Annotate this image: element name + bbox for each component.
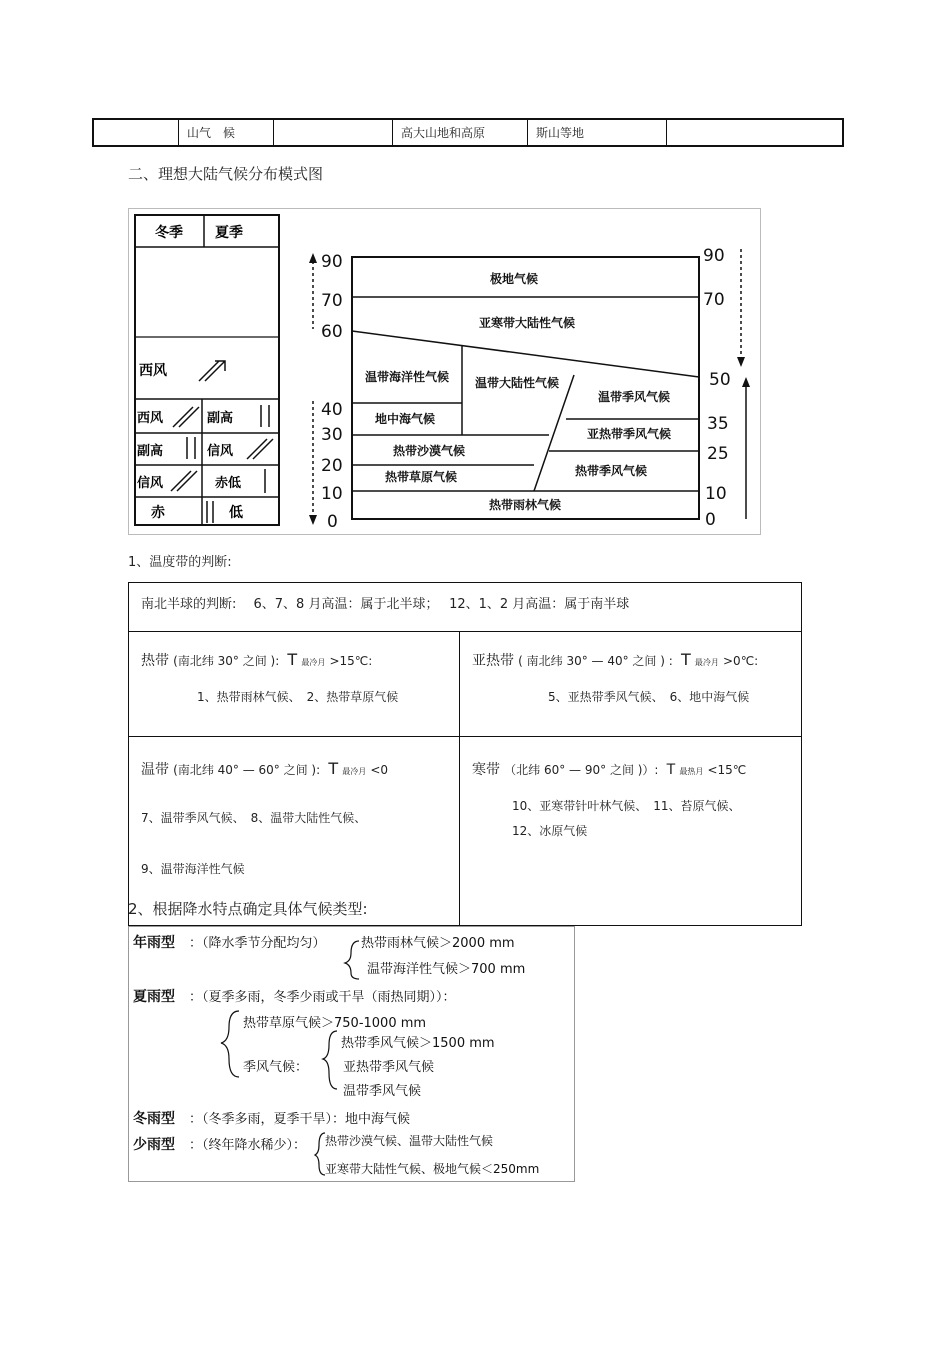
- arrow-up-icon: [742, 377, 750, 387]
- rain-type-desc: ：（冬季多雨，夏季干旱）：地中海气候: [189, 1112, 411, 1127]
- arrow-icon: [173, 407, 199, 427]
- temp-symbol: T: [666, 762, 676, 778]
- arrow-down-icon: [737, 357, 745, 367]
- brace-icon: [221, 1011, 239, 1077]
- monsoon-label: 季风气候：: [243, 1060, 309, 1075]
- climate-item: 温带季风气候: [343, 1084, 422, 1099]
- climate-item: 热带季风气候＞1500 mm: [341, 1036, 495, 1051]
- lat-label: 0: [327, 512, 338, 532]
- rainfall-figure: [128, 926, 575, 1182]
- climate-item: 热带雨林气候＞2000 mm: [361, 936, 515, 951]
- table-row: [129, 583, 802, 632]
- wind-label: 信风: [207, 444, 234, 459]
- wind-label: 副高: [207, 411, 234, 426]
- rain-type-desc: ：（夏季多雨，冬季少雨或干旱（雨热同期））：: [189, 990, 456, 1005]
- season-summer: 夏季: [215, 225, 243, 241]
- zone-head: 温带: [141, 762, 169, 778]
- lat-label: 70: [321, 291, 343, 311]
- table-row: [129, 632, 802, 737]
- q2-title: 2、根据降水特点确定具体气候类型:: [128, 900, 368, 918]
- climate-item: 亚寒带大陆性气候、极地气候＜250mm: [325, 1162, 540, 1176]
- table-cell: 山气 候: [179, 119, 274, 146]
- zone-label: 极地气候: [489, 272, 539, 286]
- lat-label: 90: [321, 252, 343, 272]
- rain-type-label: 冬雨型: [133, 1111, 175, 1127]
- zone-head: 热带: [141, 653, 169, 669]
- temp-subscript: 最冷月: [342, 767, 367, 776]
- temp-symbol: T: [680, 650, 691, 669]
- wind-label: 西风: [137, 411, 164, 426]
- subtropical-cell: [460, 632, 802, 737]
- zone-range: ( 南北纬 30° — 40° 之间 ) :: [518, 654, 673, 668]
- table-cell: 高大山地和高原: [393, 119, 528, 146]
- zone-label: 温带季风气候: [597, 390, 671, 404]
- temp-subscript: 最热月: [679, 767, 704, 776]
- arrow-down-icon: [309, 515, 317, 525]
- arrow-icon: [261, 405, 269, 427]
- climate-types: 10、亚寒带针叶林气候、 11、苔原气候、: [512, 799, 741, 813]
- zone-label: 热带季风气候: [574, 464, 648, 478]
- temp-subscript: 最冷月: [301, 658, 326, 667]
- temp-subscript: 最冷月: [694, 658, 719, 667]
- lat-label: 10: [705, 484, 727, 504]
- lat-label: 25: [707, 444, 729, 464]
- hemisphere-rule: 南北半球的判断: 6、7、8 月高温：属于北半球； 12、1、2 月高温：属于南半球: [141, 597, 630, 612]
- lat-label: 70: [703, 290, 725, 310]
- section-title: 二、理想大陆气候分布模式图: [128, 165, 324, 183]
- lat-label: 30: [321, 425, 343, 445]
- season-winter: 冬季: [155, 225, 183, 241]
- top-table: [92, 118, 844, 147]
- arrow-icon: [187, 437, 195, 459]
- table-cell: [274, 119, 393, 146]
- table-cell: [93, 119, 179, 146]
- climate-item: 热带沙漠气候、温带大陆性气候: [325, 1134, 494, 1148]
- arrow-icon: [199, 361, 225, 381]
- zone-label: 地中海气候: [374, 412, 436, 426]
- cold-cell: [460, 737, 802, 926]
- wind-label: 信风: [137, 476, 164, 491]
- tropical-cell: [129, 632, 460, 737]
- brace-icon: [315, 1133, 325, 1175]
- lat-label: 40: [321, 400, 343, 420]
- rain-type-desc: ：（终年降水稀少）：: [189, 1138, 307, 1153]
- lat-label: 60: [321, 322, 343, 342]
- table-row: [93, 119, 843, 146]
- rain-type-desc: ：（降水季节分配均匀）: [189, 936, 326, 951]
- zone-label: 热带雨林气候: [488, 498, 562, 512]
- temp-symbol: T: [287, 650, 298, 669]
- temperature-table: [128, 582, 802, 926]
- hemisphere-cell: [129, 583, 802, 632]
- climate-item: 温带海洋性气候＞700 mm: [367, 962, 526, 977]
- climate-types: 12、冰原气候: [512, 824, 588, 838]
- zone-label: 温带海洋性气候: [364, 370, 450, 384]
- zone-label: 热带沙漠气候: [392, 444, 466, 458]
- temp-condition: <0: [370, 763, 389, 777]
- zone-label: 温带大陆性气候: [474, 376, 560, 390]
- zone-head: 亚热带: [472, 653, 514, 669]
- lat-label: 35: [707, 414, 729, 434]
- zone-label: 亚寒带大陆性气候: [478, 316, 576, 330]
- wind-label: 低: [229, 505, 243, 521]
- table-cell: 斯山等地: [528, 119, 667, 146]
- wind-label: 赤低: [215, 476, 242, 491]
- zone-range: (南北纬 30° 之间 ):: [173, 654, 280, 668]
- zone-range: (南北纬 40° — 60° 之间 ):: [173, 763, 321, 777]
- lat-label: 10: [321, 484, 343, 504]
- climate-item: 热带草原气候＞750-1000 mm: [243, 1016, 427, 1031]
- temp-symbol: T: [328, 759, 339, 778]
- zone-label: 亚热带季风气候: [586, 427, 672, 441]
- brace-icon: [323, 1031, 337, 1089]
- arrow-icon: [207, 501, 213, 523]
- zone-head: 寒带: [472, 762, 500, 778]
- wind-label: 副高: [137, 444, 164, 459]
- temp-condition: >0℃:: [723, 654, 759, 668]
- lat-label: 90: [703, 246, 725, 266]
- lat-label: 20: [321, 456, 343, 476]
- climate-types: 7、温带季风气候、 8、温带大陆性气候、: [141, 811, 367, 825]
- climate-types: 5、亚热带季风气候、 6、地中海气候: [548, 690, 750, 704]
- lat-label: 0: [705, 510, 716, 530]
- arrow-icon: [247, 439, 273, 459]
- climate-diagram-svg: [129, 209, 760, 534]
- rainfall-svg: [129, 927, 574, 1181]
- brace-icon: [345, 941, 359, 979]
- climate-item: 亚热带季风气候: [343, 1060, 435, 1075]
- rain-type-label: 夏雨型: [133, 989, 175, 1005]
- zone-range: （北纬 60° — 90° 之间 )）:: [504, 763, 659, 777]
- arrow-up-icon: [309, 253, 317, 263]
- temp-condition: <15℃: [707, 763, 747, 777]
- wind-label: 赤: [151, 505, 165, 521]
- lat-label: 50: [709, 370, 731, 390]
- q1-title: 1、温度带的判断:: [128, 555, 232, 570]
- climate-diagram: [128, 208, 761, 535]
- climate-types: 1、热带雨林气候、 2、热带草原气候: [197, 690, 399, 704]
- rain-type-label: 年雨型: [133, 935, 175, 951]
- zone-label: 热带草原气候: [384, 470, 458, 484]
- rain-type-label: 少雨型: [133, 1137, 175, 1153]
- arrow-icon: [171, 471, 197, 491]
- climate-types: 9、温带海洋性气候: [141, 862, 245, 876]
- temp-condition: >15℃:: [329, 654, 373, 668]
- table-cell: [667, 119, 844, 146]
- wind-label: 西风: [139, 363, 167, 379]
